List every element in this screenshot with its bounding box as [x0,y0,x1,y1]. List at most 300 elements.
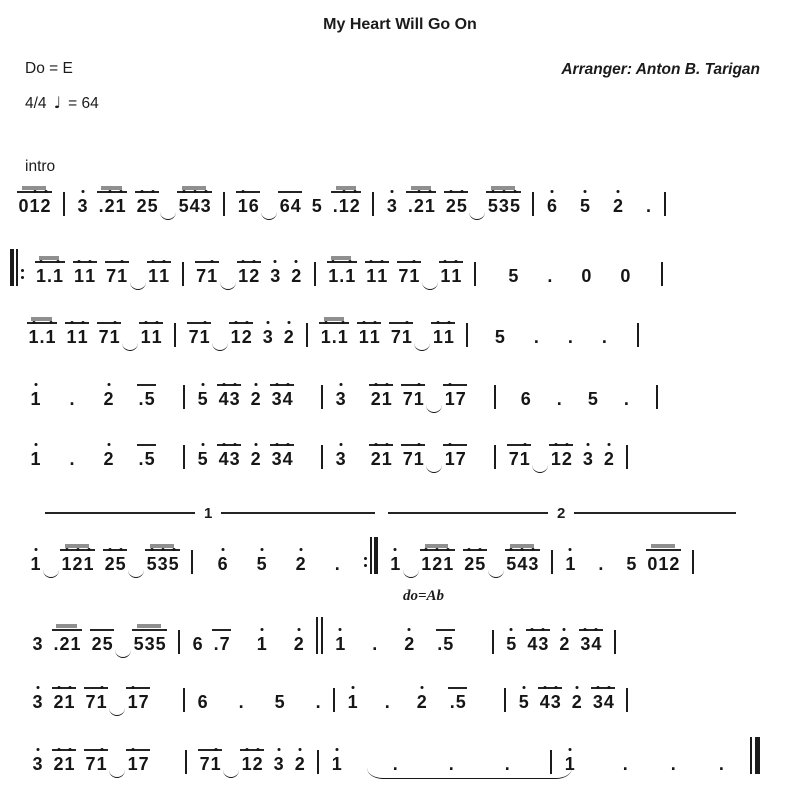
note-char: 1 [347,693,358,711]
note-char: 1 [320,328,331,346]
gap [437,710,439,711]
note-char: . [449,692,455,712]
note-group [358,315,380,346]
note-char: 1 [230,328,241,346]
slur-arc [414,342,430,351]
bar-stroke [494,385,496,409]
bar-stroke [466,323,468,347]
note-group [487,184,520,215]
bar-stroke [317,750,319,774]
note-group [444,437,466,468]
quarter-note-icon: ♩ [53,93,62,112]
note-group [402,377,424,408]
note-char: 5 [274,692,285,712]
notation-line [32,735,762,773]
octave-dot [245,748,248,751]
gap [400,710,406,711]
octave-dot [34,548,37,551]
octave-dot [405,321,408,324]
note-char: 7 [219,634,230,654]
note-group [238,254,260,285]
note-char: 4 [218,450,229,468]
note-char: 1 [381,390,392,408]
gap [464,652,480,653]
octave-dot [468,548,471,551]
gap [549,345,557,346]
note-char: 7 [138,692,149,712]
note-char: 2 [103,390,114,408]
octave-dot [335,748,338,751]
note-char: . [448,754,454,774]
octave-dot [339,443,342,446]
note-char: . [213,634,219,654]
gap [303,407,309,408]
note-char: 2 [349,197,360,215]
octave-dot [150,548,153,551]
note-char: 5 [178,197,189,215]
note-group [291,254,302,285]
note-char: 5 [508,266,519,286]
note-char: 1 [550,450,561,468]
barline [317,750,319,774]
barline [183,385,185,409]
note-char: 3 [386,197,397,215]
gap [425,652,427,653]
note-char: 1 [366,267,377,285]
note-char: 1 [256,635,267,653]
note-char: 5 [197,450,208,468]
note-group [36,254,64,285]
note-group [30,542,41,573]
bar-stroke [321,385,323,409]
octave-dot [245,321,248,324]
note-char: 1 [444,390,455,408]
gap [350,572,352,573]
note-char: 7 [98,327,109,347]
note-char: 3 [582,450,593,468]
note-char: . [437,634,443,654]
octave-dot [596,686,599,689]
barline [626,445,628,469]
octave-dot [542,628,545,631]
page-title: My Heart Will Go On [323,16,477,33]
note-group [98,184,126,215]
note-char: 3 [335,390,346,408]
note-char: 5 [133,634,144,654]
octave-dot [81,190,84,193]
note-char: 1 [30,450,41,468]
bar-stroke [333,688,335,712]
note-char: 3 [335,450,346,468]
octave-dot [447,321,450,324]
octave-dot [182,190,185,193]
barline [614,630,616,654]
note-char: 1 [237,197,248,215]
note-char: 1 [451,267,462,285]
barline [637,323,639,347]
note-group [370,437,392,468]
octave-dot [460,190,463,193]
note-group [61,542,94,573]
note-group [421,542,454,573]
barline [494,385,496,409]
octave-dot [554,686,557,689]
notation-line [30,535,696,573]
note-char: . [334,554,340,574]
note-char: 1 [444,450,455,468]
octave-dot [521,548,524,551]
gap [567,214,569,215]
note-group [53,742,75,773]
note-char: 5 [102,634,113,654]
note-group [416,680,427,711]
barline [191,550,193,574]
octave-dot [100,686,103,689]
barline [692,550,694,574]
note-group [69,377,75,408]
octave-dot [68,686,71,689]
note-char: 3 [262,328,273,346]
octave-dot [616,190,619,193]
slur-arc [469,211,485,220]
note-char: 1 [377,267,388,285]
octave-dot [65,548,68,551]
slur-arc [43,569,59,578]
octave-dot [565,443,568,446]
note-char: 5 [311,196,322,216]
note-group [335,377,346,408]
note-char: 1 [70,634,81,654]
note-char: 5 [475,555,486,573]
note-group [66,315,88,346]
octave-dot [299,548,302,551]
octave-dot [222,383,225,386]
note-group [347,680,358,711]
note-char: 7 [402,449,413,469]
bar-stroke [372,192,374,216]
slur-arc [422,281,438,290]
slur-arc [115,649,131,658]
barline [183,445,185,469]
note-char: 1 [127,693,138,711]
section-label: intro [25,158,56,175]
octave-dot [425,548,428,551]
octave-dot [569,548,572,551]
meter: 4/4 [25,95,47,112]
note-group [196,254,218,285]
slur-arc [532,464,548,473]
gap [638,772,660,773]
note-char: 1 [36,267,47,285]
slur-arc [223,769,239,778]
octave-dot [253,260,256,263]
note-group [559,622,570,653]
octave-dot [40,260,43,263]
note-group [449,680,466,711]
note-char: 2 [370,390,381,408]
gap [734,772,738,773]
note-group [445,184,467,215]
double-barline [316,617,323,654]
note-group [437,622,454,653]
gap [508,407,510,408]
note-char: 1 [564,755,575,773]
note-char: 1 [30,390,41,408]
bar-stroke [321,445,323,469]
note-char: . [623,389,629,409]
slur-arc [488,569,504,578]
note-group [91,622,113,653]
octave-dot [286,443,289,446]
note-group [328,254,356,285]
bar-stroke [16,249,18,286]
note-char: 1 [565,555,576,573]
note-group [218,437,240,468]
note-char: 4 [218,390,229,408]
final-barline [750,737,760,774]
note-char: 5 [626,554,637,574]
note-char: 3 [271,450,282,468]
octave-dot [374,443,377,446]
octave-dot [144,321,147,324]
bar-stroke [183,385,185,409]
octave-dot [274,260,277,263]
gap [240,652,246,653]
barline [504,688,506,712]
note-char: 5 [587,389,598,409]
note-char: 2 [103,450,114,468]
note-char: . [69,449,75,469]
note-char: 2 [612,197,623,215]
octave-dot [152,260,155,263]
note-char: 4 [539,693,550,711]
octave-dot [554,443,557,446]
note-group [213,622,230,653]
gap [614,572,616,573]
gap [356,652,362,653]
note-group [386,184,397,215]
repeat-close-barline [364,537,378,574]
note-group [520,377,531,408]
gap [165,467,171,468]
gap [476,407,482,408]
note-group [127,680,149,711]
bar-stroke [664,192,666,216]
octave-dot [342,190,345,193]
octave-dot [275,383,278,386]
note-group [518,680,529,711]
note-group [283,315,294,346]
note-char: 1 [210,755,221,773]
note-char: 5 [494,327,505,347]
bar-stroke [191,550,193,574]
note-char: 1 [424,197,435,215]
note-char: 1 [28,328,39,346]
note-group [598,542,604,573]
note-char: 2 [104,197,115,215]
note-char: 1 [127,755,138,773]
note-group [250,437,261,468]
note-char: 1 [443,555,454,573]
note-char: 1 [115,197,126,215]
bar-stroke [494,445,496,469]
octave-dot [286,383,289,386]
note-char: 2 [669,554,680,574]
note-char: 2 [413,197,424,215]
note-char: 5 [197,390,208,408]
note-group [262,315,273,346]
note-group [370,377,392,408]
note-group [580,622,602,653]
octave-dot [502,190,505,193]
notation-line [28,308,641,346]
note-char: 3 [32,634,43,654]
note-char: 1 [409,267,420,285]
note-group [550,437,572,468]
octave-dot [100,748,103,751]
octave-dot [108,190,111,193]
gap [586,572,588,573]
note-char: 5 [256,555,267,573]
note-char: . [670,754,676,774]
note-char: 4 [603,693,614,711]
note-group [192,622,203,653]
octave-dot [108,548,111,551]
gap [303,467,309,468]
note-char: 3 [229,390,240,408]
note-char: 5 [146,555,157,573]
note-char: . [556,389,562,409]
octave-dot [390,190,393,193]
octave-dot [575,686,578,689]
note-char: 2 [416,693,427,711]
note-char: 7 [508,449,519,469]
slur-arc [128,569,144,578]
note-group [592,680,614,711]
note-char: 1 [83,555,94,573]
octave-dot [254,443,257,446]
note-group [138,437,155,468]
gap [590,772,612,773]
barline [333,688,335,712]
octave-dot [211,260,214,263]
note-group [579,184,590,215]
note-char: . [98,196,104,216]
octave-dot [201,443,204,446]
note-group [273,742,284,773]
octave-dot [607,686,610,689]
note-group [218,377,240,408]
note-char: 1 [64,755,75,773]
note-char: 2 [249,267,260,285]
octave-dot [420,686,423,689]
note-char: 1 [96,755,107,773]
note-char: 0 [18,196,29,216]
note-group [440,254,462,285]
note-char: 2 [136,197,147,215]
note-char: 3 [538,635,549,653]
note-group [197,680,208,711]
note-group [464,542,486,573]
note-char: 1 [85,267,96,285]
note-char: 5 [518,693,529,711]
bar-stroke [492,630,494,654]
note-char: 3 [77,197,88,215]
note-group [546,184,557,215]
note-group [320,315,348,346]
note-char: 4 [527,635,538,653]
note-char: 1 [117,267,128,285]
octave-dot [449,190,452,193]
bar-stroke [755,737,761,774]
volta-number: 2 [557,504,566,522]
note-char: 7 [402,389,413,409]
note-char: 1 [238,267,249,285]
note-group [136,184,158,215]
volta-line [45,512,195,514]
gap [515,345,523,346]
note-char: 2 [250,450,261,468]
slur-arc [160,211,176,220]
gap [641,284,649,285]
octave-dot [163,260,166,263]
octave-dot [57,260,60,263]
slur-arc [109,769,125,778]
octave-dot [385,443,388,446]
gap [600,214,602,215]
note-char: 7 [138,754,149,774]
note-char: 6 [279,196,290,216]
octave-dot [234,321,237,324]
octave-dot [374,383,377,386]
note-char: 3 [273,755,284,773]
note-char: . [598,554,604,574]
note-char: 2 [445,197,456,215]
bar-stroke [656,385,658,409]
barline [664,192,666,216]
bar-stroke [551,550,553,574]
note-char: 5 [144,389,155,409]
octave-dot [455,260,458,263]
note-group [178,184,211,215]
note-group [188,315,210,346]
bar-stroke [182,262,184,286]
octave-dot [543,686,546,689]
octave-dot [89,260,92,263]
note-char: 1 [66,328,77,346]
octave-dot [584,628,587,631]
note-char: 3 [270,267,281,285]
note-char: 0 [647,554,658,574]
octave-dot [385,383,388,386]
note-char: 7 [85,754,96,774]
gap [51,467,59,468]
note-group [197,377,208,408]
note-char: 1 [96,693,107,711]
octave-dot [70,321,73,324]
bar-stroke [306,323,308,347]
bar-stroke [374,537,378,574]
note-group [582,437,593,468]
octave-dot [107,383,110,386]
note-char: 2 [291,267,302,285]
note-char: 4 [591,635,602,653]
barline [656,385,658,409]
gap [165,407,171,408]
barline [494,445,496,469]
notation-line [32,615,618,653]
octave-dot [341,321,344,324]
